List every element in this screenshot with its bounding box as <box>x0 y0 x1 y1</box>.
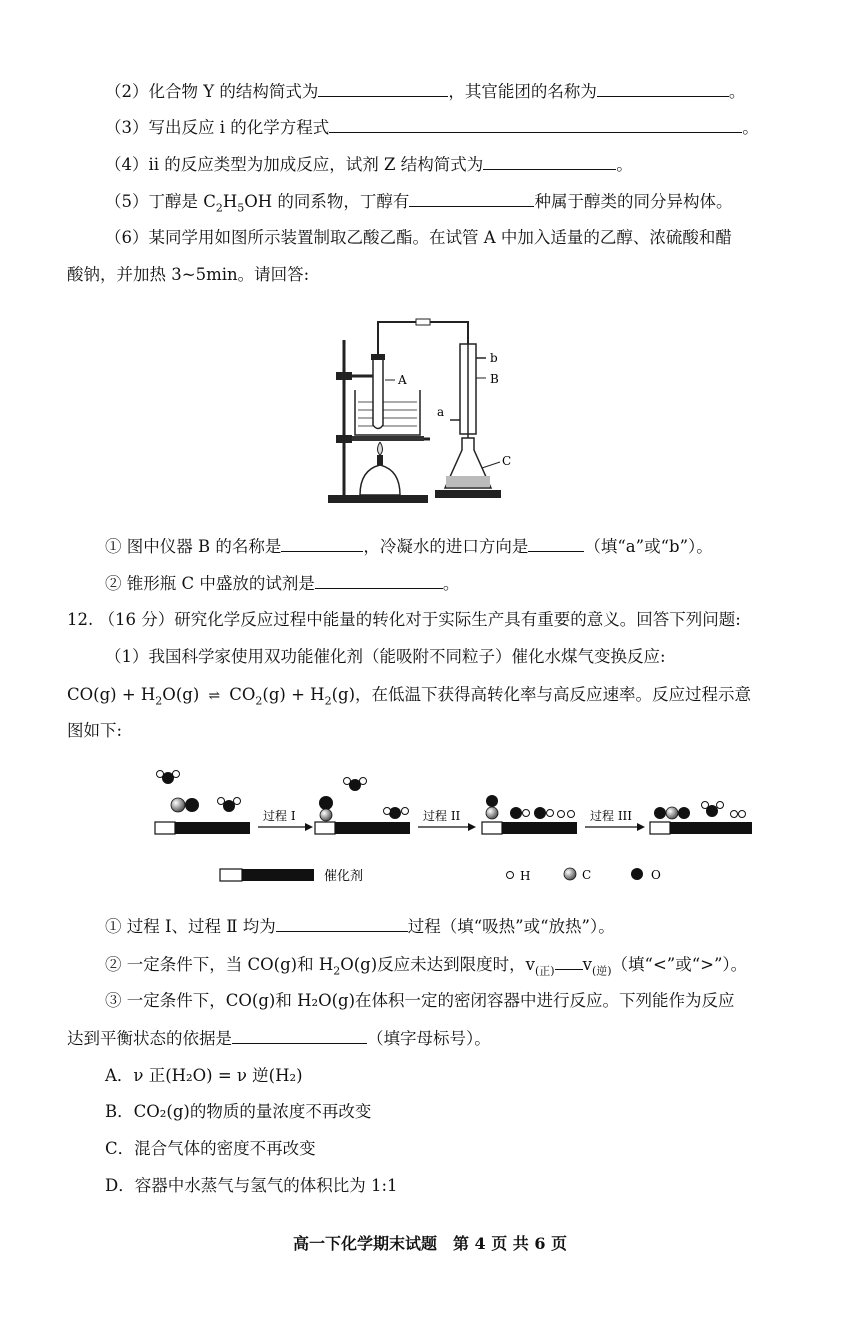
question-12-sub1: ① 过程 Ⅰ、过程 Ⅱ 均为 过程（填“吸热”或“放热”）。 <box>105 917 615 936</box>
question-12-title: 12. （16 分）研究化学反应过程中能量的转化对于实际生产具有重要的意义。回答下列问题: <box>67 610 741 629</box>
catalyst-segment <box>670 822 752 834</box>
option-b[interactable]: B．CO₂(g)的物质的量浓度不再改变 <box>105 1102 372 1121</box>
alcohol-lamp <box>360 465 400 495</box>
question-6-sub1: ① 图中仪器 B 的名称是 ，冷凝水的进口方向是 （填“a”或“b”）。 <box>105 537 713 556</box>
hydrogen-atom <box>547 810 554 817</box>
delivery-tube <box>378 322 468 354</box>
legend-carbon-label: C <box>582 868 592 882</box>
label-a-upper: A <box>398 373 407 387</box>
oxygen-atom <box>486 795 498 807</box>
answer-blank[interactable] <box>318 80 448 97</box>
legend-catalyst-swatch <box>220 869 242 881</box>
catalyst-segment <box>650 822 670 834</box>
question-4: （4）ⅱ 的反应类型为加成反应，试剂 Z 结构简式为 。 <box>105 155 633 174</box>
oxygen-atom <box>185 798 199 812</box>
carbon-atom <box>666 807 678 819</box>
oxygen-atom <box>534 807 546 819</box>
label-b-upper: B <box>490 372 499 386</box>
answer-blank[interactable] <box>315 572 443 589</box>
hydrogen-atom <box>717 802 724 809</box>
catalyst-segment <box>502 822 577 834</box>
process-label-1: 过程 I <box>263 809 296 823</box>
question-12-sub3-line2: 达到平衡状态的依据是 （填字母标号）。 <box>67 1029 491 1048</box>
hydrogen-atom <box>402 808 409 815</box>
question-6-sub2: ② 锥形瓶 C 中盛放的试剂是 。 <box>105 574 460 593</box>
hydrogen-atom <box>702 802 709 809</box>
water-bath-beaker <box>355 390 420 435</box>
catalyst-segment <box>335 822 410 834</box>
process-label-2: 过程 II <box>423 809 461 823</box>
carbon-atom <box>320 809 332 821</box>
answer-blank[interactable] <box>555 953 583 970</box>
legend-oxygen-swatch <box>631 868 643 880</box>
question-12-sub2: ② 一定条件下，当 CO(g)和 $H_2O(g)$反应未达到限度时，$v_{(正)}$ $v_{(逆)}$（填“<”或“>”）。 <box>105 955 748 978</box>
hydrogen-atom <box>568 811 575 818</box>
ester-apparatus-diagram <box>320 310 540 520</box>
hydrogen-atom <box>739 811 746 818</box>
oxygen-atom <box>389 807 401 819</box>
oxygen-atom <box>654 807 666 819</box>
question-2: （2）化合物 Y 的结构简式为 ，其官能团的名称为 。 <box>105 82 746 101</box>
oxygen-atom <box>510 807 522 819</box>
answer-blank[interactable] <box>276 915 408 932</box>
hydrogen-atom <box>360 778 367 785</box>
hydrogen-atom <box>558 811 565 818</box>
hydrogen-atom <box>218 798 225 805</box>
equilibrium-arrow: ⇌ <box>208 688 221 704</box>
reaction-process-diagram <box>150 765 760 890</box>
catalyst-segment <box>175 822 250 834</box>
question-3: （3）写出反应 ⅰ 的化学方程式 。 <box>105 118 759 137</box>
question-12-part1-line3: 图如下: <box>67 721 123 740</box>
carbon-atom <box>171 798 185 812</box>
answer-blank[interactable] <box>528 535 584 552</box>
legend-hydrogen-label: H <box>520 869 531 883</box>
legend-hydrogen-swatch <box>507 872 514 879</box>
legend-oxygen-label: O <box>651 868 661 882</box>
answer-blank[interactable] <box>281 535 363 552</box>
hydrogen-atom <box>173 771 180 778</box>
question-6-line2: 酸钠，并加热 3~5min。请回答: <box>67 265 310 284</box>
answer-blank[interactable] <box>409 190 534 207</box>
hydrogen-atom <box>523 810 530 817</box>
question-12-part1: （1）我国科学家使用双功能催化剂（能吸附不同粒子）催化水煤气变换反应: <box>105 647 666 666</box>
legend-carbon-swatch <box>564 868 576 880</box>
answer-blank[interactable] <box>483 153 616 170</box>
label-c-upper: C <box>502 454 512 468</box>
question-6-line1: （6）某同学用如图所示装置制取乙酸乙酯。在试管 A 中加入适量的乙醇、浓硫酸和醋 <box>105 228 732 247</box>
answer-blank[interactable] <box>597 80 729 97</box>
stand-base <box>328 495 428 503</box>
oxygen-atom <box>319 796 333 810</box>
question-5: （5）丁醇是 $C_2H_5OH$ 的同系物，丁醇有 种属于醇类的同分异构体。 <box>105 192 733 215</box>
option-a[interactable]: A．ν 正(H₂O) = ν 逆(H₂) <box>105 1066 303 1085</box>
test-tube-a <box>373 358 383 429</box>
label-a-inlet: a <box>437 405 445 419</box>
catalyst-segment <box>482 822 502 834</box>
hydrogen-atom <box>344 778 351 785</box>
catalyst-segment <box>155 822 175 834</box>
catalyst-segment <box>315 822 335 834</box>
option-d[interactable]: D．容器中水蒸气与氢气的体积比为 1:1 <box>105 1176 398 1195</box>
hydrogen-atom <box>234 798 241 805</box>
hydrogen-atom <box>731 811 738 818</box>
hydrogen-atom <box>157 771 164 778</box>
carbon-atom <box>486 807 498 819</box>
answer-blank[interactable] <box>232 1027 367 1044</box>
question-12-sub3-line1: ③ 一定条件下，CO(g)和 H₂O(g)在体积一定的密闭容器中进行反应。下列能作为反应 <box>105 991 735 1010</box>
page-footer: 高一下化学期末试题 第 4 页 共 6 页 <box>292 1234 568 1253</box>
legend-catalyst-label: 催化剂 <box>324 869 364 884</box>
label-b-outlet: b <box>490 351 498 365</box>
question-12-equation: $CO(g) + H_2O(g)$ ⇌ $CO_2(g) + H_2(g)$，在低温下获得高转化率与高反应速率。反应过程示意 <box>67 685 752 708</box>
option-c[interactable]: C．混合气体的密度不再改变 <box>105 1139 316 1158</box>
hydrogen-atom <box>384 808 391 815</box>
oxygen-atom <box>678 807 690 819</box>
process-label-3: 过程 III <box>590 809 633 823</box>
answer-blank[interactable] <box>329 116 742 133</box>
